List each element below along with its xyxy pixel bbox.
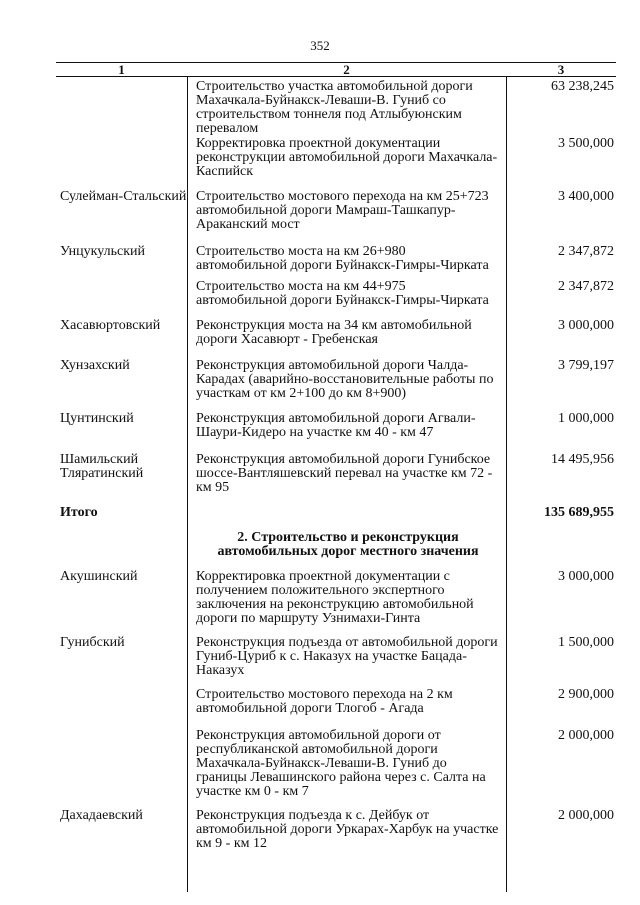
district-cell: Акушинский — [60, 569, 138, 584]
amount-cell: 2 347,872 — [558, 244, 614, 259]
amount-cell: 1 500,000 — [558, 635, 614, 650]
district-cell: Унцукульский — [60, 244, 146, 259]
table-row — [56, 190, 616, 245]
description-cell: Реконструкция автомобильной дороги от республиканской автомобильной дороги Махачкала-Буйнакск-Леваши-В. Гуниб до границы Левашинского района через с. Салта на участке км 0 - км 7 — [196, 728, 486, 799]
amount-cell: 1 000,000 — [558, 411, 614, 426]
description-cell: Реконструкция подъезда к с. Дейбук от автомобильной дороги Уркарах-Харбук на участке км 9 - км 12 — [196, 808, 499, 851]
section-row — [56, 531, 616, 570]
page-number: 352 — [310, 38, 330, 53]
table-row — [56, 245, 616, 280]
table-row — [56, 636, 616, 688]
amount-cell: 3 500,000 — [558, 136, 614, 151]
column-header-3: 3 — [557, 62, 565, 77]
description-cell: Строительство моста на км 44+975 автомобильной дороги Буйнакск-Гимры-Чирката — [196, 279, 489, 308]
district-cell: Шамильский Тляратинский — [60, 452, 144, 481]
district-cell: Цунтинский — [60, 411, 134, 426]
road-construction-table — [56, 62, 616, 857]
description-cell: Строительство мостового перехода на км 25+723 автомобильной дороги Мамраш-Ташкапур-Араканский мост — [196, 189, 489, 232]
total-row — [56, 506, 616, 531]
table-body — [56, 77, 616, 857]
table-row — [56, 688, 616, 729]
amount-cell: 2 347,872 — [558, 279, 614, 294]
district-cell: Хасавюртовский — [60, 318, 161, 333]
description-cell: Реконструкция моста на 34 км автомобильной дороги Хасавюрт - Гребенская — [196, 318, 472, 347]
table-row — [56, 453, 616, 506]
amount-cell: 3 799,197 — [558, 358, 614, 373]
district-cell — [56, 137, 187, 190]
district-cell: Хунзахский — [60, 358, 130, 373]
description-cell: Реконструкция подъезда от автомобильной дороги Гуниб-Цуриб к с. Наказух на участке Бацада-Наказух — [196, 635, 498, 678]
description-cell: Строительство участка автомобильной дороги Махачкала-Буйнакск-Леваши-В. Гуниб со строительством тоннеля под Атлыбуюнским перевалом — [196, 79, 473, 136]
column-divider-2 — [506, 77, 507, 892]
table-row — [56, 570, 616, 636]
district-cell — [56, 280, 187, 319]
district-cell: Гунибский — [60, 635, 125, 650]
district-cell — [56, 80, 187, 137]
district-cell — [56, 688, 187, 729]
description-cell: Корректировка проектной документации с получением положительного экспертного заключения на реконструкцию автомобильной дороги по маршруту Узнимахи-Гинта — [196, 569, 474, 626]
district-cell: Сулейман-Стальский — [60, 189, 187, 204]
table-row — [56, 137, 616, 190]
table-row — [56, 809, 616, 857]
table-row — [56, 280, 616, 319]
description-cell: Строительство мостового перехода на 2 км автомобильной дороги Тлогоб - Агада — [196, 687, 453, 716]
description-cell: Реконструкция автомобильной дороги Чалда-Карадах (аварийно-восстановительные работы по участкам от км 2+100 до км 8+900) — [196, 358, 494, 401]
total-label: Итого — [60, 505, 98, 520]
amount-cell: 3 000,000 — [558, 318, 614, 333]
amount-cell: 2 000,000 — [558, 808, 614, 823]
table-row — [56, 319, 616, 359]
column-divider-1 — [187, 77, 188, 892]
column-header-1: 1 — [118, 62, 125, 77]
district-cell: Дахадаевский — [60, 808, 143, 823]
table-row — [56, 412, 616, 453]
description-cell: Реконструкция автомобильной дороги Агвали-Шаури-Кидеро на участке км 40 - км 47 — [196, 411, 476, 440]
amount-cell: 3 000,000 — [558, 569, 614, 584]
section-heading: 2. Строительство и реконструкция автомобильных дорог местного значения — [217, 530, 479, 559]
table-row — [56, 729, 616, 809]
table-header — [56, 63, 616, 76]
description-cell: Строительство моста на км 26+980 автомобильной дороги Буйнакск-Гимры-Чирката — [196, 244, 489, 273]
district-cell — [56, 729, 187, 809]
column-header-2: 2 — [343, 62, 350, 77]
total-description — [187, 506, 506, 531]
table-row — [56, 359, 616, 412]
amount-cell: 63 238,245 — [551, 79, 614, 94]
amount-cell: 2 900,000 — [558, 687, 614, 702]
description-cell: Реконструкция автомобильной дороги Гунибское шоссе-Вантляшевский перевал на участке км 72 - км 95 — [196, 452, 493, 495]
amount-cell: 14 495,956 — [551, 452, 614, 467]
amount-cell: 2 000,000 — [558, 728, 614, 743]
amount-cell: 3 400,000 — [558, 189, 614, 204]
description-cell: Корректировка проектной документации реконструкции автомобильной дороги Махачкала-Каспийск — [196, 136, 498, 179]
table-row — [56, 77, 616, 137]
total-amount: 135 689,955 — [544, 505, 614, 520]
